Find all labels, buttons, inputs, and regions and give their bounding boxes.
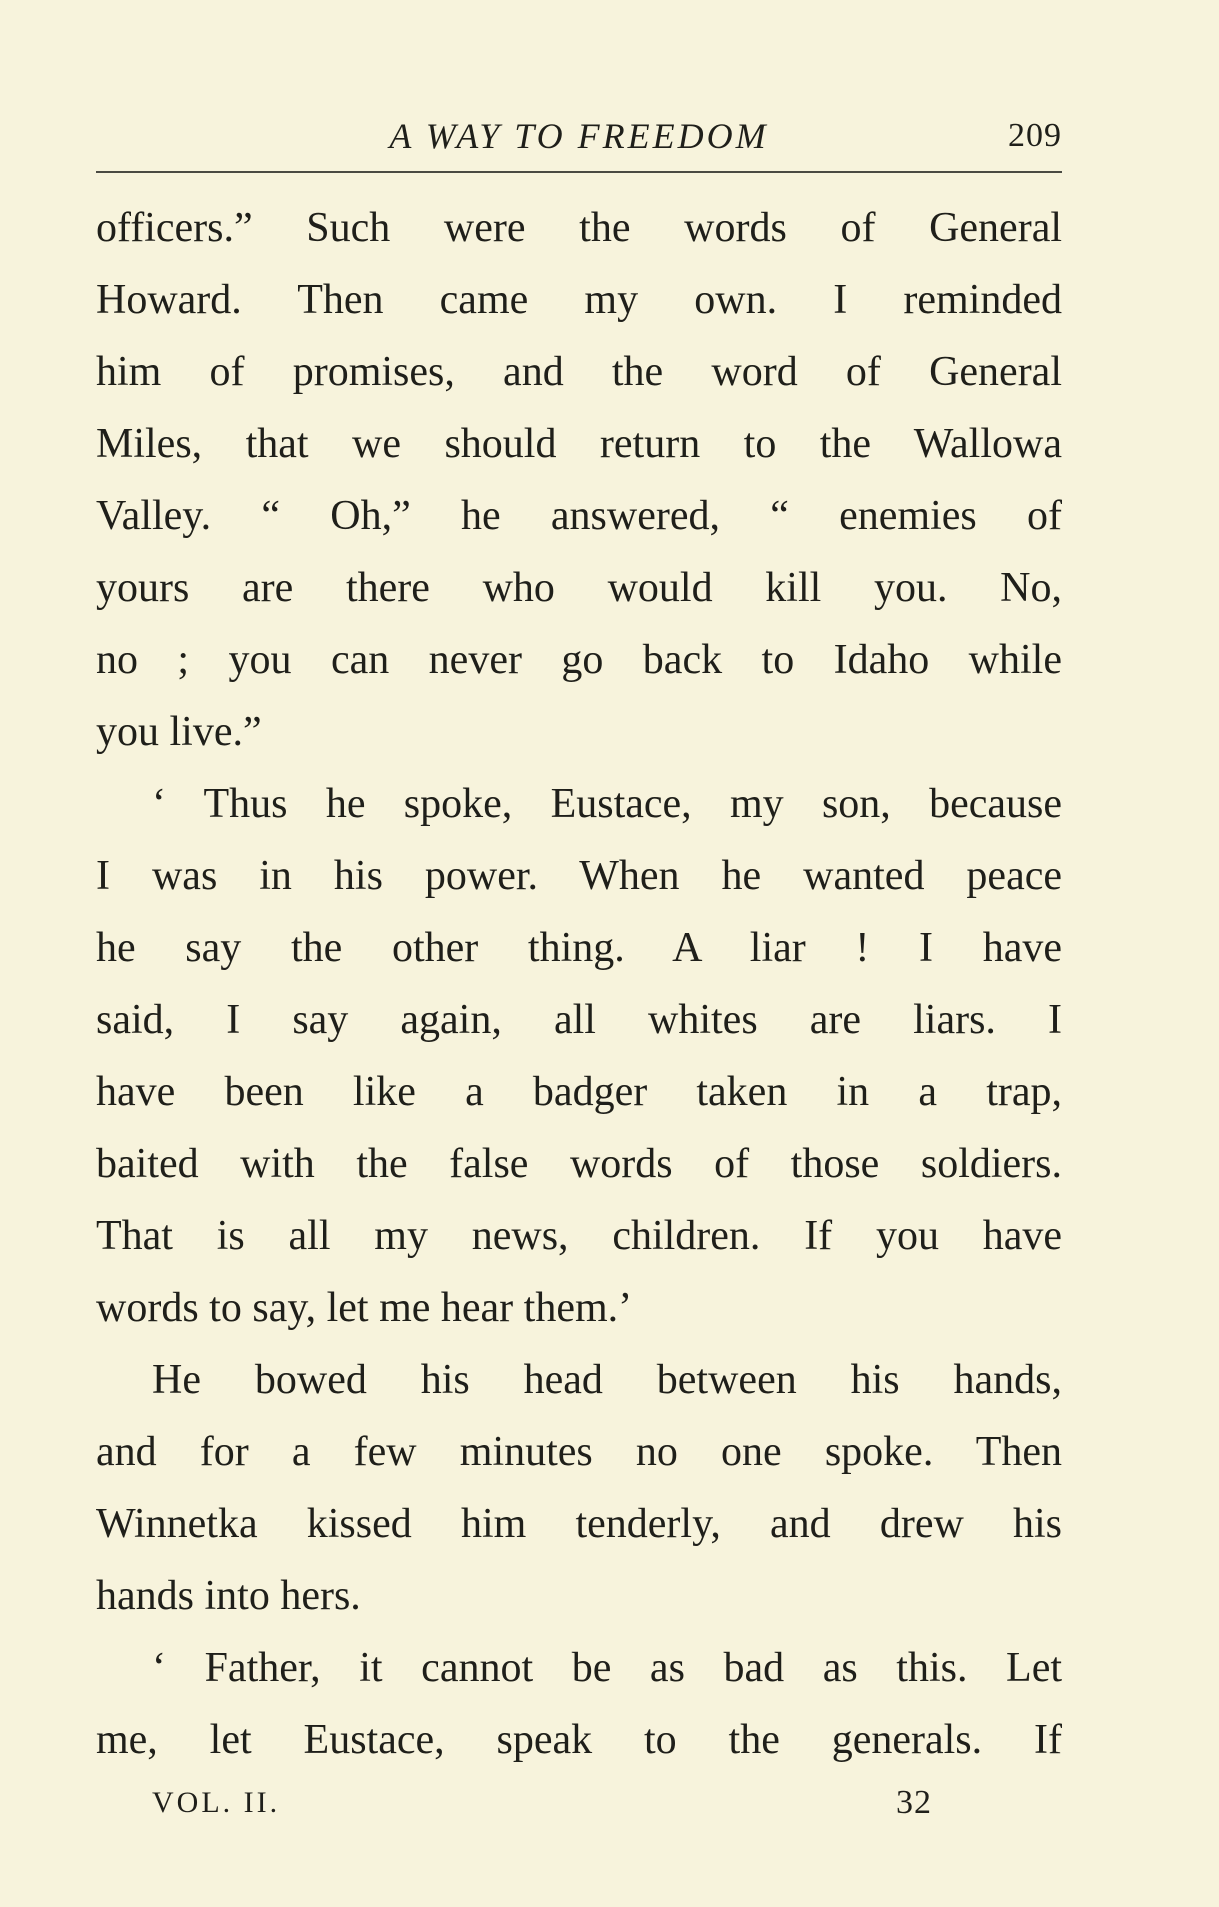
text-line: you live.”: [96, 709, 262, 755]
text-line: yours are there who would kill you. No,: [96, 565, 1062, 611]
text-line: he say the other thing. A liar ! I have: [96, 925, 1062, 971]
text-line: ‘ Thus he spoke, Eustace, my son, because: [152, 781, 1062, 827]
text-line: Miles, that we should return to the Wallowa: [96, 421, 1062, 467]
text-line: ‘ Father, it cannot be as bad as this. Let: [152, 1645, 1062, 1691]
text-line: Howard. Then came my own. I reminded: [96, 277, 1062, 323]
text-line: Valley. “ Oh,” he answered, “ enemies of: [96, 493, 1062, 539]
text-line: said, I say again, all whites are liars. I: [96, 997, 1062, 1043]
text-line: no ; you can never go back to Idaho while: [96, 637, 1062, 683]
text-line: words to say, let me hear them.’: [96, 1285, 633, 1331]
page-footer: [152, 1778, 932, 1828]
text-line: him of promises, and the word of General: [96, 349, 1062, 395]
text-line: Winnetka kissed him tenderly, and drew his: [96, 1501, 1062, 1547]
body-text: [96, 192, 1062, 1776]
text-line: baited with the false words of those soldiers.: [96, 1141, 1062, 1187]
text-line: officers.” Such were the words of General: [96, 205, 1062, 251]
text-line: have been like a badger taken in a trap,: [96, 1069, 1062, 1115]
text-line: hands into hers.: [96, 1573, 361, 1619]
page-number: 209: [1008, 117, 1062, 154]
text-line: I was in his power. When he wanted peace: [96, 853, 1062, 899]
text-line: He bowed his head between his hands,: [152, 1357, 1062, 1403]
running-head: [96, 108, 1062, 164]
text-line: me, let Eustace, speak to the generals. If: [96, 1717, 1062, 1763]
volume-signature: VOL. II.: [152, 1786, 281, 1819]
sheet-signature: 32: [896, 1784, 932, 1821]
text-line: and for a few minutes no one spoke. Then: [96, 1429, 1062, 1475]
running-title: A WAY TO FREEDOM: [389, 116, 769, 156]
text-line: That is all my news, children. If you have: [96, 1213, 1062, 1259]
header-rule: [96, 171, 1062, 173]
